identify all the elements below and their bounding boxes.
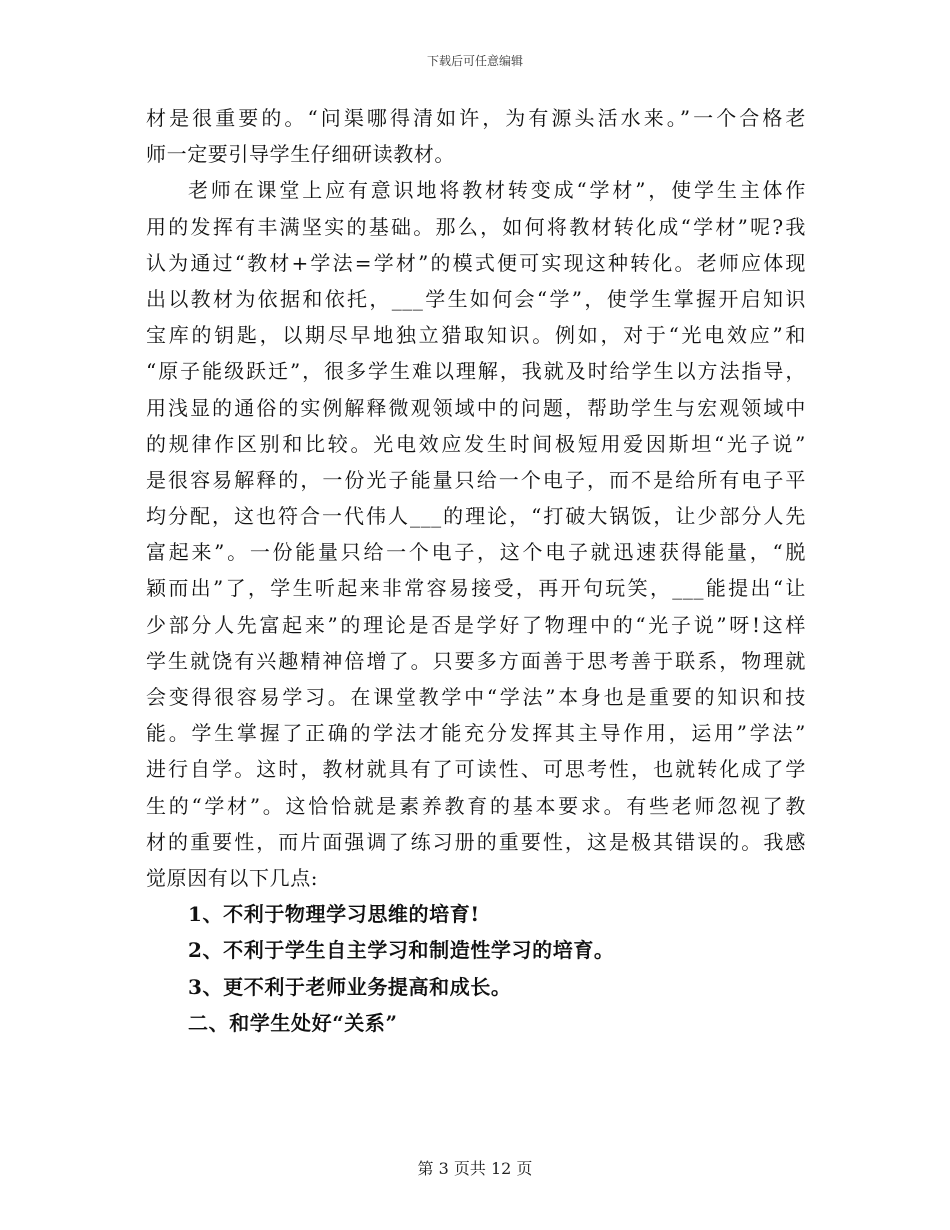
text-line: 的规律作区别和比较。光电效应发生时间极短用爱因斯坦“光子说” [146,431,806,456]
paragraph-start-line: 老师在课堂上应有意识地将教材转变成“学材”，使学生主体作 [188,178,806,203]
list-item: 2、不利于学生自主学习和制造性学习的培育。 [188,938,615,963]
text-line: 富起来”。一份能量只给一个电子，这个电子就迅速获得能量，“脱 [146,540,806,565]
text-line: 生的“学材”。这恰恰就是素养教育的基本要求。有些老师忽视了教 [146,793,806,818]
text-line: 能。学生掌握了正确的学法才能充分发挥其主导作用，运用”学法” [146,721,806,746]
text-line: 师一定要引导学生仔细研读教材。 [146,142,455,167]
list-item: 1、不利于物理学习思维的培育! [188,902,480,927]
page-header: 下载后可任意编辑 [426,54,523,68]
text-line: 认为通过“教材+学法=学材”的模式便可实现这种转化。老师应体现 [146,250,806,275]
text-line: 材是很重要的。“问渠哪得清如许，为有源头活水来。”一个合格老 [146,106,806,130]
text-line: 出以教材为依据和依托，___学生如何会“学”，使学生掌握开启知识 [146,286,806,311]
text-line: 会变得很容易学习。在课堂教学中“学法”本身也是重要的知识和技 [146,685,806,709]
text-line: 进行自学。这时，教材就具有了可读性、可思考性，也就转化成了学 [146,757,806,782]
text-line: 材的重要性，而片面强调了练习册的重要性，这是极其错误的。我感 [146,829,806,854]
text-line: 宝库的钥匙，以期尽早地独立猎取知识。例如，对于“光电效应”和 [146,323,806,348]
text-line: 学生就饶有兴趣精神倍增了。只要多方面善于思考善于联系，物理就 [146,648,806,673]
text-line: 是很容易解释的，一份光子能量只给一个电子，而不是给所有电子平 [146,467,806,492]
text-line: 均分配，这也符合一代伟人___的理论，“打破大锅饭，让少部分人先 [146,504,806,529]
page-number: 第 3 页共 12 页 [417,1159,533,1178]
text-line: “原子能级跃迁”，很多学生难以理解，我就及时给学生以方法指导， [146,359,806,384]
text-line: 用的发挥有丰满坚实的基础。那么，如何将教材转化成“学材”呢?我 [146,214,806,239]
section-heading: 二、和学生处好“关系” [188,1010,398,1035]
document-body [146,100,806,1041]
text-line: 少部分人先富起来”的理论是否是学好了物理中的“光子说”呀!这样 [146,612,806,637]
list-item: 3、更不利于老师业务提高和成长。 [188,974,512,999]
text-line: 用浅显的通俗的实例解释微观领域中的问题，帮助学生与宏观领域中 [146,395,806,420]
text-line: 颖而出”了，学生听起来非常容易接受，再开句玩笑，___能提出“让 [146,576,806,601]
text-line: 觉原因有以下几点: [146,865,319,890]
